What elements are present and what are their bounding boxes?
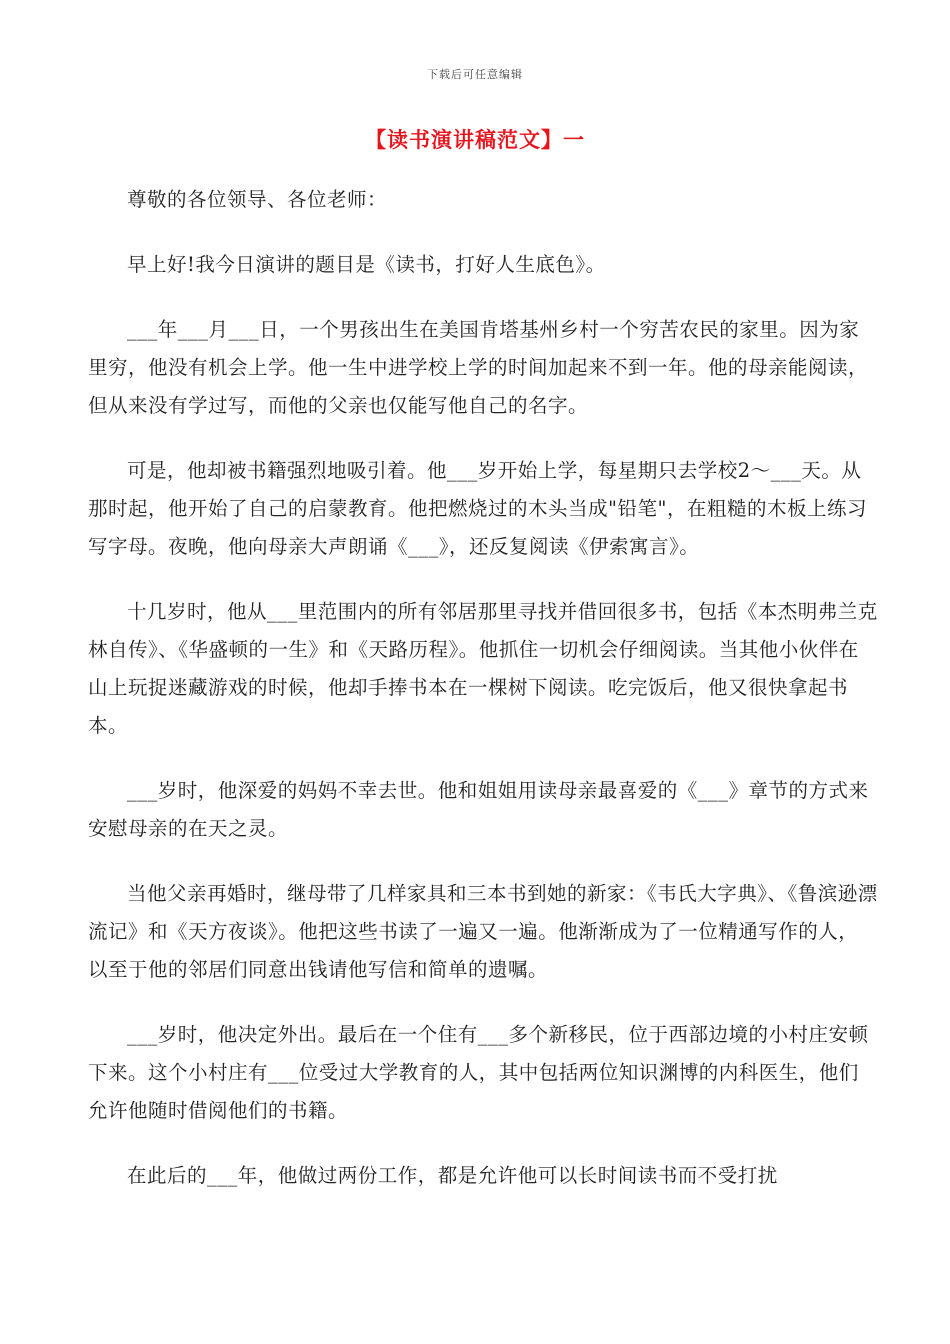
paragraph-early-schooling: 可是，他却被书籍强烈地吸引着。他___岁开始上学，每星期只去学校2～___天。从那时起，他开始了自己的启蒙教育。他把燃烧过的木头当成"铅笔"，在粗糙的木板上练习写字母。夜晚，他向母亲大声朗诵《___》，还反复阅读《伊索寓言》。	[88, 459, 867, 558]
page-header-note: 下载后可任意编辑	[427, 68, 523, 81]
paragraph-leaving-home: ___岁时，他决定外出。最后在一个住有___多个新移民，位于西部边境的小村庄安顿下来。这个小村庄有___位受过大学教育的人，其中包括两位知识渊博的内科医生，他们允许他随时借阅他们的书籍。	[88, 1023, 869, 1122]
paragraph-stepmother-books: 当他父亲再婚时，继母带了几样家具和三本书到她的新家：《韦氏大字典》、《鲁滨逊漂流记》和《天方夜谈》。他把这些书读了一遍又一遍。他渐渐成为了一位精通写作的人，以至于他的邻居们同意出钱请他写信和简单的遗嘱。	[88, 882, 878, 981]
paragraph-greeting: 早上好!我今日演讲的题目是《读书，打好人生底色》。	[127, 253, 606, 276]
paragraph-birth: ___年___月___日，一个男孩出生在美国肯塔基州乡村一个穷苦农民的家里。因为家里穷，他没有机会上学。他一生中进学校上学的时间加起来不到一年。他的母亲能阅读，但从来没有学过写，而他的父亲也仅能写他自己的名字。	[88, 318, 869, 417]
paragraph-work-years: 在此后的___年，他做过两份工作，都是允许他可以长时间读书而不受打扰	[127, 1164, 778, 1187]
document-title: 【读书演讲稿范文】一	[365, 127, 585, 152]
paragraph-teen-reading: 十几岁时，他从___里范围内的所有邻居那里寻找并借回很多书，包括《本杰明弗兰克林自传》、《华盛顿的一生》和《天路历程》。他抓住一切机会仔细阅读。当其他小伙伴在山上玩捉迷藏游戏的时候，他却手捧书本在一棵树下阅读。吃完饭后，他又很快拿起书本。	[88, 600, 878, 737]
paragraph-mother-death: ___岁时，他深爱的妈妈不幸去世。他和姐姐用读母亲最喜爱的《___》章节的方式来安慰母亲的在天之灵。	[88, 779, 869, 840]
paragraph-salutation: 尊敬的各位领导、各位老师：	[127, 188, 388, 211]
document-body	[88, 181, 878, 1222]
